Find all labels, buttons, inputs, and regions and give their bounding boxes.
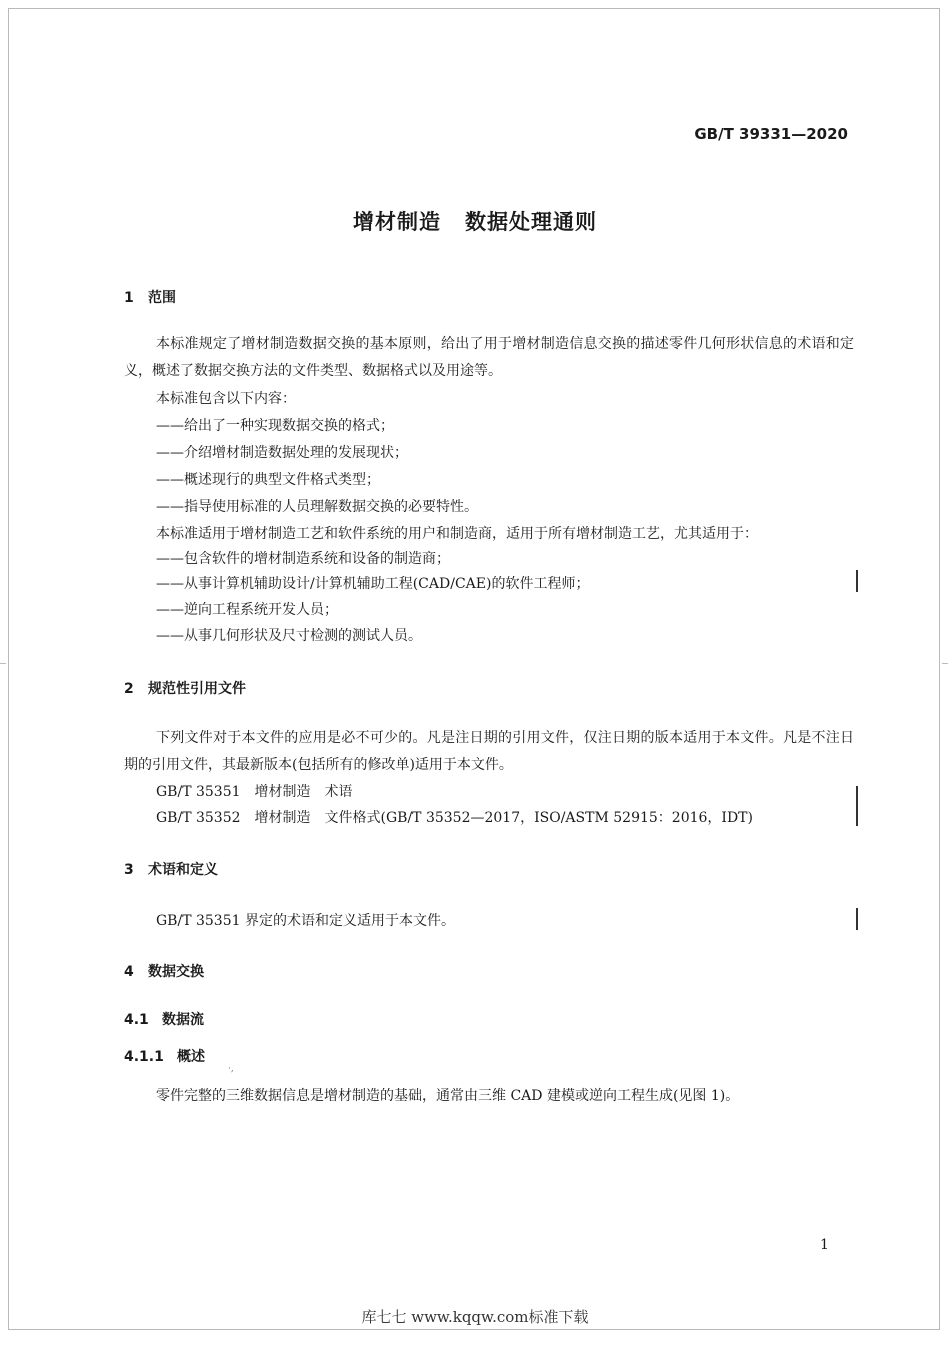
subsection-4-1-heading — [124, 1009, 204, 1029]
change-bar — [856, 908, 858, 930]
section1-title: 范围 — [148, 290, 176, 306]
reference-item: GB/T 35352 增材制造 文件格式(GB/T 35352—2017，ISO/ASTM 52915：2016，IDT) — [156, 810, 753, 826]
reference-item: GB/T 35351 增材制造 术语 — [156, 784, 353, 800]
subsection-4-1-title: 数据流 — [162, 1012, 204, 1028]
footer-watermark: 库七七 www.kqqw.com标准下载 — [361, 1308, 589, 1326]
list2-item: ——从事几何形状及尺寸检测的测试人员。 — [156, 628, 422, 644]
section4-para1: 零件完整的三维数据信息是增材制造的基础，通常由三维 CAD 建模或逆向工程生成(见图 1)。 — [156, 1088, 740, 1104]
stray-mark: ·, — [228, 1064, 234, 1074]
page-number: 1 — [820, 1237, 829, 1253]
list2-item: ——逆向工程系统开发人员； — [156, 602, 338, 618]
section1-heading — [124, 287, 176, 307]
list2-item: ——包含软件的增材制造系统和设备的制造商； — [156, 551, 450, 567]
document-title — [0, 206, 950, 236]
subsection-4-1-1-title: 概述 — [177, 1049, 205, 1065]
list1-item: ——给出了一种实现数据交换的格式； — [156, 418, 394, 434]
subsection-4-1-1-number: 4.1.1 — [124, 1049, 164, 1065]
section3-number: 3 — [124, 862, 134, 878]
section4-heading — [124, 961, 204, 981]
section1-para1: 本标准规定了增材制造数据交换的基本原则，给出了用于增材制造信息交换的描述零件几何形状信息的术语和定义，概述了数据交换方法的文件类型、数据格式以及用途等。 — [124, 336, 854, 379]
standard-number: GB/T 39331—2020 — [694, 125, 848, 143]
subsection-4-1-number: 4.1 — [124, 1012, 149, 1028]
list2-item: ——从事计算机辅助设计/计算机辅助工程(CAD/CAE)的软件工程师； — [156, 576, 590, 592]
list1-item: ——指导使用标准的人员理解数据交换的必要特性。 — [156, 499, 478, 515]
section3-title: 术语和定义 — [148, 862, 218, 878]
section2-title: 规范性引用文件 — [148, 681, 246, 697]
change-bar — [856, 570, 858, 592]
side-tick-left — [0, 663, 6, 664]
section2-number: 2 — [124, 681, 134, 697]
list1-item: ——概述现行的典型文件格式类型； — [156, 472, 380, 488]
section3-para1: GB/T 35351 界定的术语和定义适用于本文件。 — [156, 913, 455, 929]
subsection-4-1-1-heading — [124, 1046, 205, 1066]
title-part1: 增材制造 — [353, 210, 441, 234]
section4-number: 4 — [124, 964, 134, 980]
section2-heading — [124, 678, 246, 698]
side-tick-right — [942, 663, 948, 664]
change-bar — [856, 786, 858, 826]
section1-number: 1 — [124, 290, 134, 306]
section1-intro2: 本标准包含以下内容： — [156, 391, 296, 407]
section3-heading — [124, 859, 218, 879]
list1-item: ——介绍增材制造数据处理的发展现状； — [156, 445, 408, 461]
section4-title: 数据交换 — [148, 964, 204, 980]
section1-intro3: 本标准适用于增材制造工艺和软件系统的用户和制造商，适用于所有增材制造工艺，尤其适用于： — [156, 526, 758, 542]
title-part2: 数据处理通则 — [465, 210, 597, 234]
section2-para1: 下列文件对于本文件的应用是必不可少的。凡是注日期的引用文件，仅注日期的版本适用于本文件。凡是不注日期的引用文件，其最新版本(包括所有的修改单)适用于本文件。 — [124, 730, 854, 773]
